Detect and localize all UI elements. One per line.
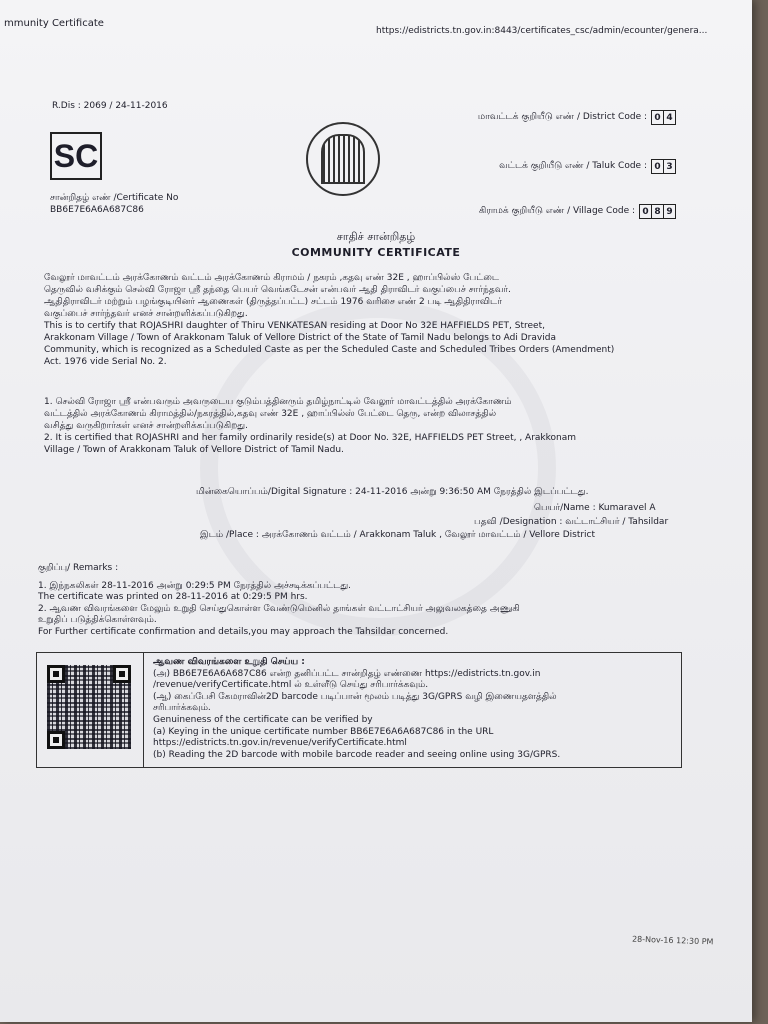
- verification-box: [36, 652, 682, 768]
- code-digit: 0: [642, 206, 649, 217]
- body-line: Act. 1976 vide Serial No. 2.: [44, 357, 167, 367]
- body-line: வேலூர் மாவட்டம் அரக்கோணம் வட்டம் அரக்கோணம் கிராமம் / நகரம் ,கதவு எண் 32E , ஹாப்பில்ஸ் பேட்டை: [44, 273, 500, 283]
- body-line: வகுப்பைச் சார்ந்தவர் எனச் சான்றளிக்கப்படுகிறது.: [44, 309, 248, 319]
- signatory-place: இடம் /Place : அரக்கோணம் வட்டம் / Arakkonam Taluk , வேலூர் மாவட்டம் / Vellore District: [200, 530, 596, 540]
- reference-number: R.Dis : 2069 / 24-11-2016: [52, 101, 168, 111]
- verification-line: சரிபார்க்கவும்.: [153, 703, 211, 714]
- signatory-name: பெயர்/Name : Kumaravel A: [534, 503, 656, 513]
- tamil-nadu-emblem-icon: [306, 122, 380, 196]
- certificate-body-paragraph: [44, 272, 678, 368]
- verification-heading: ஆவண விவரங்களை உறுதி செய்ய :: [153, 657, 305, 667]
- body-line: தெருவில் வசிக்கும் செல்வி ரோஜா ஸ்ரீ தந்தை பெயர் வெங்கடேசன் என்பவர் ஆதி திராவிடர் வகுப்பைச் சார்ந்தவர்.: [44, 285, 511, 295]
- print-header-url: https://edistricts.tn.gov.in:8443/certificates_csc/admin/ecounter/genera...: [376, 26, 708, 36]
- remarks-block: [38, 563, 520, 638]
- body-line: Village / Town of Arakkonam Taluk of Vellore District of Tamil Nadu.: [44, 445, 344, 455]
- certificate-number-label: சான்றிதழ் எண் /Certificate No: [50, 193, 179, 203]
- village-code-boxes: [639, 204, 676, 219]
- remarks-line: 1. இந்நகலிகள் 28-11-2016 அன்று 0:29:5 PM நேரத்தில் அச்சடிக்கப்பட்டது.: [38, 580, 351, 591]
- remarks-line: 2. ஆவண விவரங்களை மேலும் உறுதி செய்துகொள்ள வேண்டுமெனில் தாங்கள் வட்டாட்சியர் அலுவலகத்தை அணுகி: [38, 603, 520, 614]
- verification-line: https://edistricts.tn.gov.in/revenue/verifyCertificate.html: [153, 738, 407, 749]
- body-line: 1. செல்வி ரோஜா ஸ்ரீ என்பவரும் அவருடைய குடும்பத்தினரும் தமிழ்நாட்டில் வேலூர் மாவட்டத்தில் அரக்கோணம்: [44, 397, 512, 407]
- signatory-designation: பதவி /Designation : வட்டாட்சியர் / Tahsildar: [474, 517, 669, 527]
- certificate-number-block: [50, 192, 178, 216]
- verification-instructions: [153, 657, 677, 761]
- body-line: Arakkonam Village / Town of Arakkonam Taluk of Vellore District of the State of Tamil Nadu belongs to Adi Dravida: [44, 333, 556, 343]
- certificate-number: BB6E7E6A6A687C86: [50, 205, 144, 215]
- taluk-code-label: வட்டக் குறியீடு எண் / Taluk Code :: [499, 161, 647, 171]
- village-code-row: [479, 204, 676, 219]
- verification-line: (a) Keying in the unique certificate number BB6E7E6A6A687C86 in the URL: [153, 726, 494, 737]
- remarks-line: For Further certificate confirmation and details,you may approach the Tahsildar concerned.: [38, 626, 449, 637]
- body-line: வட்டத்தில் அரக்கோணம் கிராமத்தில்/நகரத்தில்,கதவு எண் 32E , ஹாப்பில்ஸ் பேட்டை தெரு, என்ற விலாசத்தில்: [44, 409, 497, 419]
- district-code-label: மாவட்டக் குறியீடு எண் / District Code :: [477, 112, 647, 122]
- village-code-label: கிராமக் குறியீடு எண் / Village Code :: [478, 206, 635, 216]
- body-line: ஆதிதிராவிடர் மற்றும் பழங்குடியினர் ஆணைகள் (திருத்தப்பட்ட) சட்டம் 1976 வரிசை எண் 2 படி ஆதிதிராவிடர்: [44, 297, 502, 307]
- code-digit: 8: [651, 205, 663, 218]
- body-line: Community, which is recognized as a Scheduled Caste as per the Scheduled Caste and Scheduled Tribes Orders (Amendment): [44, 345, 615, 355]
- code-digit: 4: [663, 111, 675, 124]
- body-line: 2. It is certified that ROJASHRI and her family ordinarily reside(s) at Door No. 32E, HAFFIELDS PET Street, , Arakkonam: [44, 433, 577, 443]
- verification-line: (b) Reading the 2D barcode with mobile barcode reader and seeing online using 3G/GPRS.: [153, 749, 561, 760]
- verification-line: (அ) BB6E7E6A6A687C86 என்ற தனிப்பட்ட சான்றிதழ் எண்ணை https://edistricts.tn.gov.in: [153, 668, 541, 679]
- residence-certification-paragraph: [44, 396, 678, 456]
- code-digit: 9: [663, 205, 675, 218]
- print-timestamp: 28-Nov-16 12:30 PM: [631, 934, 714, 947]
- remarks-line: உறுதிப் படுத்திக்கொள்ளவும்.: [38, 615, 157, 625]
- digital-signature: மின்கையொப்பம்/Digital Signature : 24-11-2016 அன்று 9:36:50 AM நேரத்தில் இடப்பட்டது.: [196, 487, 589, 497]
- verification-line: (ஆ) கைப்பேசி கேமராவின்2D barcode படிப்பான் மூலம் படித்து 3G/GPRS வழி இணையதளத்தில்: [153, 691, 557, 702]
- print-header-title: mmunity Certificate: [4, 18, 104, 29]
- code-digit: 3: [663, 160, 675, 173]
- taluk-code-boxes: [651, 159, 676, 174]
- taluk-code-row: [499, 159, 676, 174]
- code-digit: 0: [654, 112, 661, 123]
- body-line: This is to certify that ROJASHRI daughter of Thiru VENKATESAN residing at Door No 32E HAFFIELDS PET, Street,: [44, 321, 545, 331]
- verification-line: Genuineness of the certificate can be verified by: [153, 714, 373, 725]
- remarks-heading: குறிப்பு/ Remarks :: [38, 563, 119, 573]
- qr-code-icon: [47, 665, 131, 749]
- category-badge: SC: [50, 132, 102, 180]
- district-code-row: [478, 110, 676, 125]
- title-english: COMMUNITY CERTIFICATE: [291, 246, 461, 259]
- body-line: வசித்து வருகிறார்கள் எனச் சான்றளிக்கப்படுகிறது.: [44, 421, 248, 431]
- title-tamil: சாதிச் சான்றிதழ்: [336, 230, 416, 243]
- verification-line: /revenue/verifyCertificate.html ல் உள்ளீடு செய்து சரிபார்க்கவும்.: [153, 680, 429, 691]
- remarks-line: The certificate was printed on 28-11-2016 at 0:29:5 PM hrs.: [38, 592, 308, 602]
- code-digit: 0: [654, 161, 661, 172]
- district-code-boxes: [651, 110, 676, 125]
